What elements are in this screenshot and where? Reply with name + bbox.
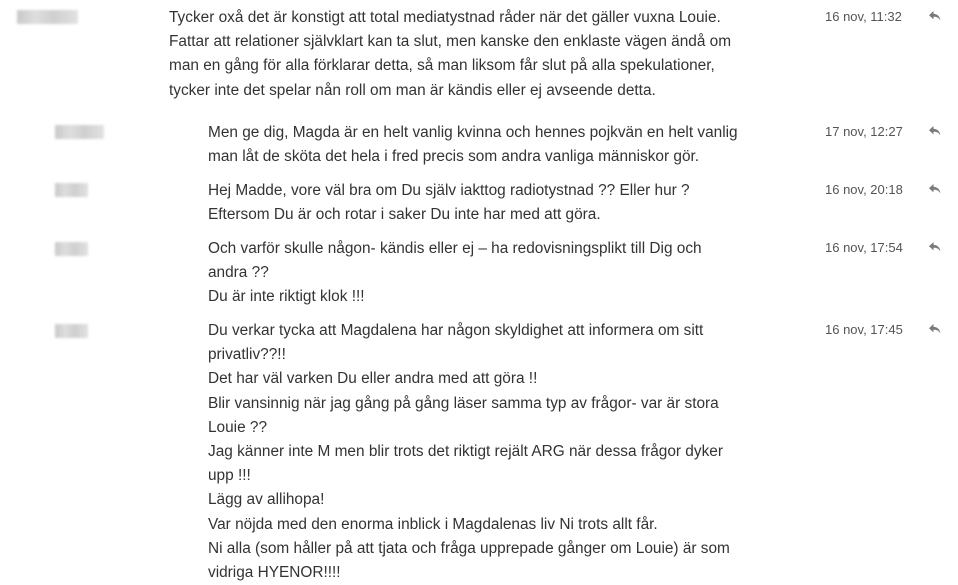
comment-line: tycker inte det spelar nån roll om man är kändis eller ej avseende detta.: [169, 81, 656, 99]
avatar: [55, 324, 88, 338]
avatar: [55, 183, 88, 197]
comment-line: Hej Madde, vore väl bra om Du själv iakttog radiotystnad ?? Eller hur ?: [208, 182, 690, 199]
comment-text: [208, 179, 690, 227]
comment-line: Ni alla (som håller på att tjata och fråga upprepade gånger om Louie) är som: [208, 539, 730, 557]
comment-line: man låt de sköta det hela i fred precis som andra vanliga människor gör.: [208, 148, 700, 166]
comment-timestamp: 16 nov, 17:45: [825, 322, 903, 337]
comment-timestamp: 16 nov, 20:18: [825, 182, 903, 197]
comment-line: Jag känner inte M men blir trots det riktigt rejält ARG när dessa frågor dyker: [208, 443, 723, 461]
comment-line: andra ??: [208, 264, 269, 282]
comment-text: [169, 6, 731, 103]
comment-line: Blir vansinnig när jag gång på gång läser samma typ av frågor- var är stora: [208, 394, 719, 412]
comment-text: [208, 319, 730, 585]
reply-icon[interactable]: [928, 10, 942, 22]
avatar: [55, 125, 104, 139]
comment-line: Var nöjda med den enorma inblick i Magdalenas liv Ni trots allt får.: [208, 515, 658, 533]
comment-line: vidriga HYENOR!!!!: [208, 564, 341, 582]
comment-line: Eftersom Du är och rotar i saker Du inte har med att göra.: [208, 206, 601, 224]
comment-text: [208, 237, 702, 310]
comment-line: Men ge dig, Magda är en helt vanlig kvinna och hennes pojkvän en helt vanlig: [208, 124, 738, 141]
comment-line: privatliv??!!: [208, 346, 286, 364]
comment-timestamp: 16 nov, 17:54: [825, 240, 903, 255]
comment-text: [208, 121, 738, 169]
reply-icon[interactable]: [928, 241, 942, 253]
comment-timestamp: 16 nov, 11:32: [825, 9, 902, 24]
comment-timestamp: 17 nov, 12:27: [825, 124, 903, 139]
comment-line: Louie ??: [208, 418, 268, 436]
comment-line: Du är inte riktigt klok !!!: [208, 288, 365, 306]
comment-line: Du verkar tycka att Magdalena har någon skyldighet att informera om sitt: [208, 322, 704, 339]
comment-line: Fattar att relationer självklart kan ta slut, men kanske den enklaste vägen ändå om: [169, 33, 732, 51]
reply-icon[interactable]: [928, 183, 942, 195]
comment-line: Tycker oxå det är konstigt att total mediatystnad råder när det gäller vuxna Louie.: [169, 9, 721, 26]
comment-line: Lägg av allihopa!: [208, 491, 325, 509]
reply-icon[interactable]: [928, 323, 942, 335]
reply-icon[interactable]: [928, 125, 942, 137]
comment-line: man en gång för alla förklarar detta, så man liksom får slut på alla spekulationer,: [169, 57, 715, 75]
avatar: [55, 242, 88, 256]
comment-line: Det har väl varken Du eller andra med att göra !!: [208, 370, 538, 388]
avatar: [17, 10, 78, 24]
comment-line: Och varför skulle någon- kändis eller ej – ha redovisningsplikt till Dig och: [208, 240, 702, 257]
comment-line: upp !!!: [208, 467, 251, 485]
